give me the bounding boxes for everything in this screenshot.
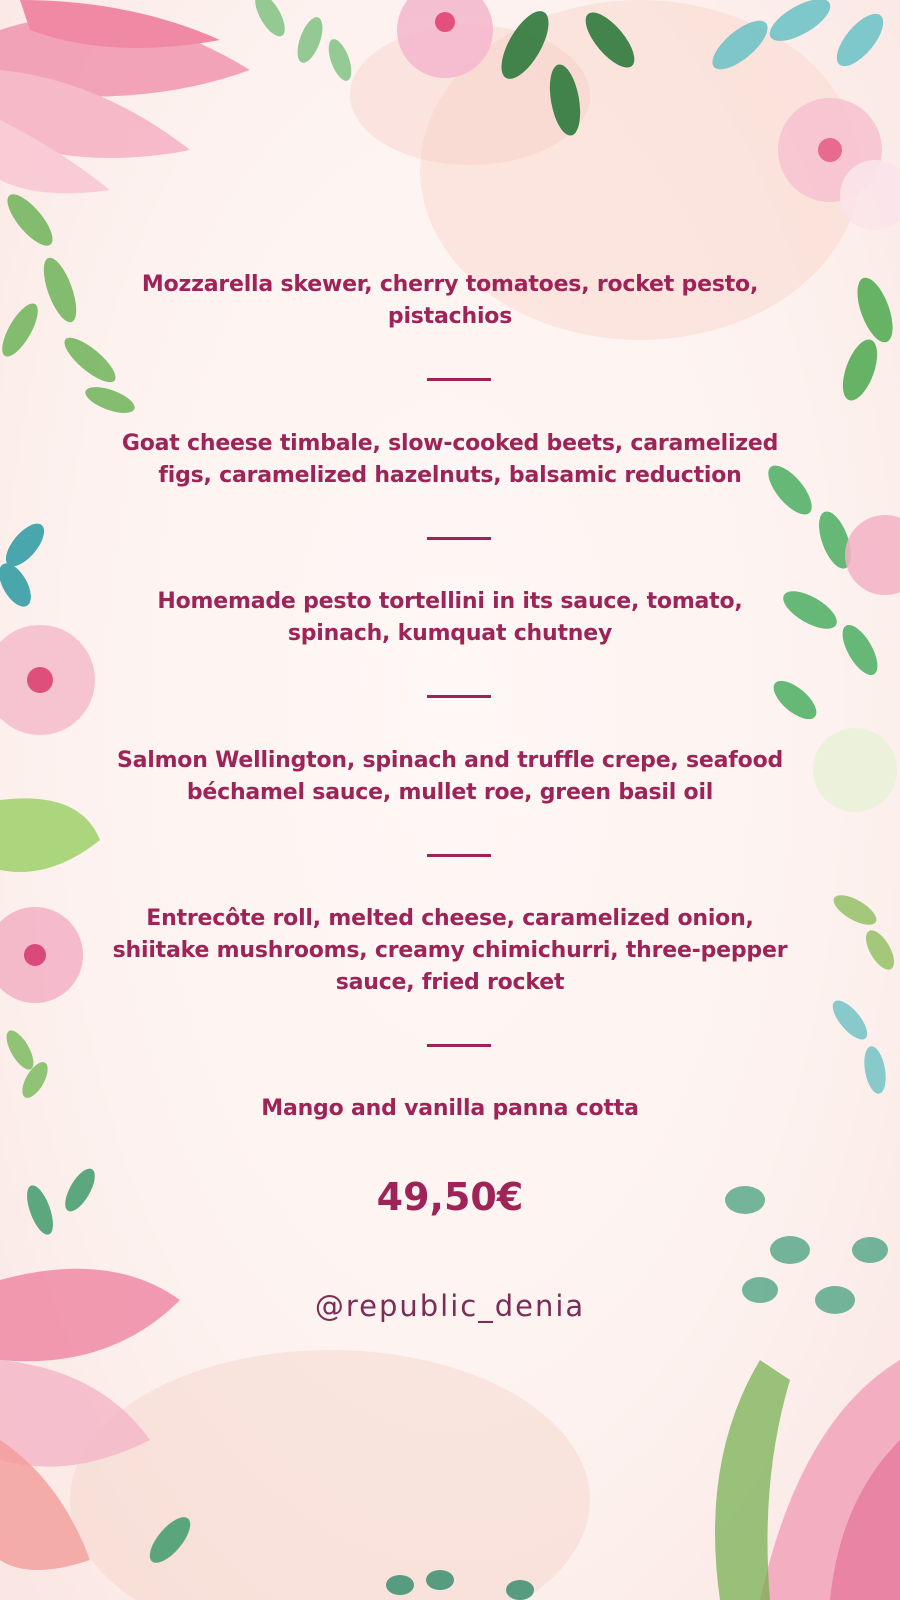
separator-line [427, 1044, 491, 1047]
dish-3: Homemade pesto tortellini in its sauce, tomato, spinach, kumquat chutney [157, 589, 743, 646]
dish-6: Mango and vanilla panna cotta [261, 1096, 639, 1121]
social-handle: @republic_denia [314, 1289, 586, 1323]
dish-2: Goat cheese timbale, slow-cooked beets, caramelized figs, caramelized hazelnuts, balsamic reduction [121, 431, 779, 488]
dish-4: Salmon Wellington, spinach and truffle crepe, seafood béchamel sauce, mullet roe, green basil oil [116, 748, 784, 805]
separator-line [427, 854, 491, 857]
separator-line [427, 537, 491, 540]
dish-5: Entrecôte roll, melted cheese, caramelized onion, shiitake mushrooms, creamy chimichurri, three-pepper sauce, fried rocket [112, 906, 788, 995]
separator-line [427, 695, 491, 698]
menu-price: 49,50€ [376, 1175, 524, 1219]
dish-1: Mozzarella skewer, cherry tomatoes, rocket pesto, pistachios [141, 272, 759, 329]
separator-line [427, 378, 491, 381]
